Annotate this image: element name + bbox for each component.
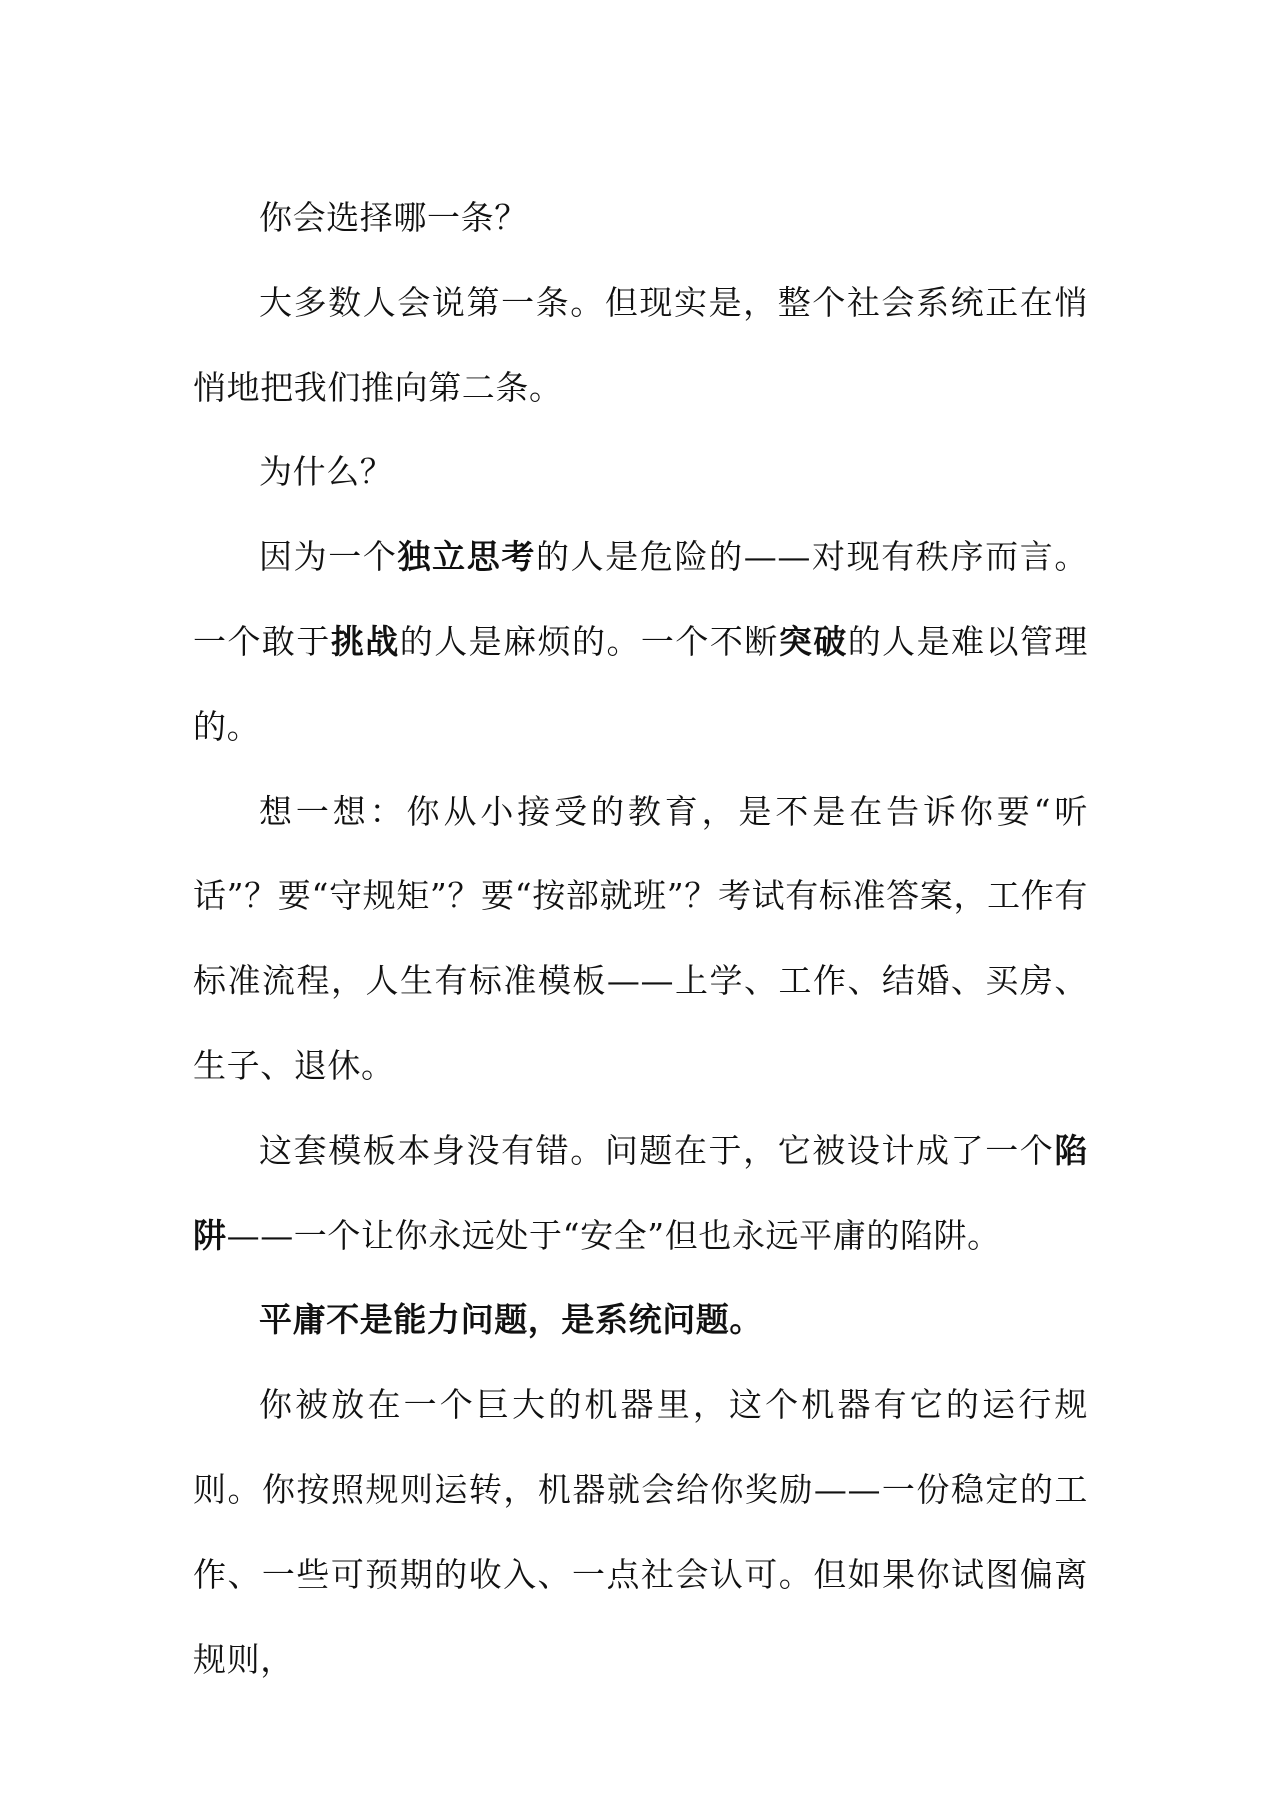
paragraph-text: 的人是危险的——对现有秩序而言。一个敢于 (193, 537, 1088, 661)
paragraph-text: 大多数人会说第一条。但现实是，整个社会系统正在悄悄地把我们推向第二条。 (193, 282, 1088, 407)
paragraph-8 (193, 1363, 1088, 1702)
paragraph-text: 想一想：你从小接受的教育，是不是在告诉你要“听话”？要“守规矩”？要“按部就班”？考试有标准答案，工作有标准流程，人生有标准模板——上学、工作、结婚、买房、生子、退休。 (193, 791, 1088, 1085)
paragraph-text: 你被放在一个巨大的机器里，这个机器有它的运行规则。你按照规则运转，机器就会给你奖励——一份稳定的工作、一些可预期的收入、一点社会认可。但如果你试图偏离规则， (193, 1385, 1088, 1679)
emphasis-text: 突破 (778, 621, 848, 661)
paragraph-6 (193, 1109, 1088, 1279)
document-body (193, 176, 1088, 1702)
paragraph-3 (193, 430, 1088, 515)
bold-statement-text: 平庸不是能力问题，是系统问题。 (259, 1300, 763, 1340)
paragraph-5 (193, 770, 1088, 1109)
paragraph-1 (193, 176, 1088, 261)
paragraph-text: 你会选择哪一条？ (259, 198, 528, 237)
emphasis-text: 挑战 (330, 621, 400, 661)
paragraph-text: 的人是麻烦的。一个不断 (399, 621, 779, 661)
emphasis-text: 陷阱 (193, 1130, 1088, 1255)
paragraph-text: 因为一个 (259, 537, 398, 577)
paragraph-2 (193, 261, 1088, 431)
paragraph-text: 的人是难以管理的。 (193, 621, 1089, 746)
emphasis-text: 独立思考 (397, 537, 537, 577)
paragraph-text: 这套模板本身没有错。问题在于，它被设计成了一个 (259, 1130, 1055, 1170)
paragraph-4 (193, 515, 1088, 769)
paragraph-text: ——一个让你永远处于“安全”但也永远平庸的陷阱。 (226, 1215, 1001, 1255)
paragraph-text: 为什么？ (259, 452, 394, 492)
paragraph-7-bold-statement (193, 1278, 1088, 1363)
